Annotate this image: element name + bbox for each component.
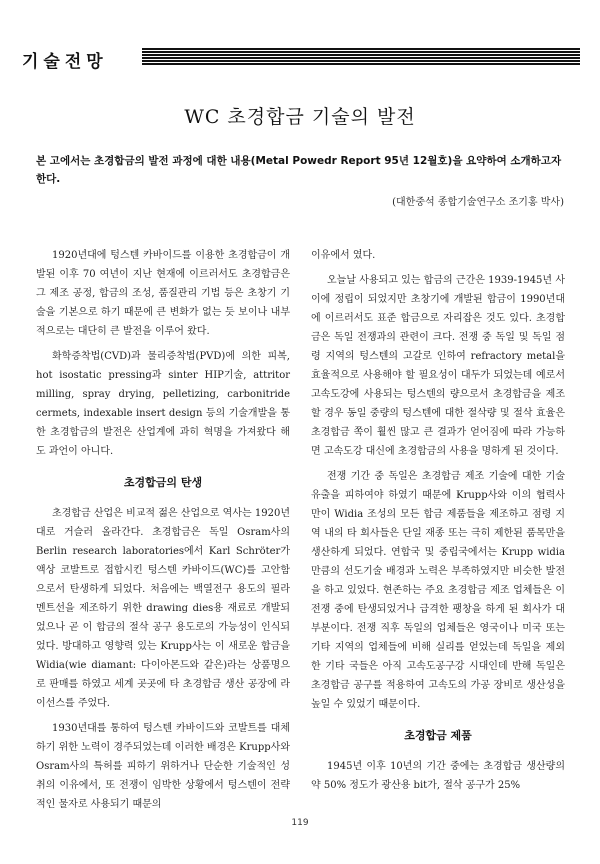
left-column	[36, 246, 290, 820]
section-header	[20, 44, 580, 72]
paragraph: 1920년대에 텅스텐 카바이드를 이용한 초경합금이 개발된 이후 70 여년이 지난 현재에 이르러서도 초경합금은 그 제조 공정, 합금의 조성, 품질관리 기법 등은 초창기 기술을 기본으로 하기 때문에 큰 변화가 없는 듯 보이나 내부적으로는 대단히 큰 발전을 이루어 왔다.	[36, 250, 290, 337]
paragraph: 초경합금 산업은 비교적 젊은 산업으로 역사는 1920년대로 거슬러 올라간다. 초경합금은 독일 Osram사의 Berlin research laboratories에서 Karl Schröter가 액상 코발트로 접합시킨 텅스텐 카바이드(WC)를 고안함으로서 탄생하게 되었다. 처음에는 백열전구 용도의 필라멘트선을 제조하기 위한 drawing dies용 재료로 개발되었으나 곧 이 합금의 절삭 공구 용도로의 가능성이 인식되었다. 방대하고 영향력 있는 Krupp사는 이 새로운 합금을 Widia(wie diamant: 다이아몬드와 같은)라는 상품명으로 판매를 하였고 세계 곳곳에 타 초경합금 생산 공장에 라이선스를 주었다.	[36, 508, 290, 709]
header-rule	[142, 48, 580, 66]
paragraph: 오늘날 사용되고 있는 합금의 근간은 1939-1945년 사이에 정립이 되었지만 초창기에 개발된 합금이 1990년대에 이르러서도 표준 합금으로 자리잡은 것도 있다. 초경합금은 독일 전쟁과의 관련이 크다. 전쟁 중 독일 및 독일 점령 지역의 텅스텐의 고갈로 인하여 refractory metal을 효율적으로 사용해야 할 필요성이 대두가 되었는데 예로서 고속도강에 사용되는 텅스텐의 량으로서 초경합금을 제조할 경우 동일 중량의 텅스텐에 대한 절삭량 및 절삭 효율은 초경합금 쪽이 훨씬 많고 큰 결과가 얻어짐에 따라 가능하면 고속도강 대신에 초경합금의 사용을 명하게 된 것이다.	[311, 275, 565, 457]
right-column	[311, 246, 565, 801]
article-summary: 본 고에서는 초경합금의 발전 과정에 대한 내용(Metal Powedr Report 95년 12월호)을 요약하여 소개하고자 한다.	[36, 155, 562, 185]
author-affiliation: (대한중석 종합기술연구소 조기홍 박사)	[392, 197, 564, 208]
section-heading-birth: 초경합금의 탄생	[123, 476, 203, 489]
paragraph: 화학증착법(CVD)과 물리증착법(PVD)에 의한 피복, hot isostatic pressing과 sinter HIP기술, attritor milling, spray drying, pelletizing, carbonitride cermets, indexable insert design 등의 기술개발을 통한 초경합금의 발전은 산업계에 과히 혁명을 가져왔다 해도 과언이 아니다.	[36, 351, 290, 457]
section-heading-products: 초경합금 제품	[404, 729, 472, 742]
section-label: 기술전망	[22, 52, 108, 72]
paragraph-continued: 이유에서 였다.	[311, 250, 376, 261]
paragraph: 1945년 이후 10년의 기간 중에는 초경합금 생산량의 약 50% 정도가 광산용 bit가, 절삭 공구가 25%	[311, 761, 565, 791]
article-title: WC 초경합금 기술의 발전	[184, 106, 416, 128]
page-number: 119	[291, 818, 309, 828]
paragraph: 전쟁 기간 중 독일은 초경합금 제조 기술에 대한 기술 유출을 피하여야 하였기 때문에 Krupp사와 이의 협력사 만이 Widia 조성의 모든 합금 제품들을 제조하고 점령 지역 내의 타 회사들은 단일 재종 또는 극히 제한된 품목만을 생산하게 되었다. 연합국 및 중립국에서는 Krupp widia 만큼의 선도기술 배경과 노력은 부족하였지만 비슷한 발전을 하고 있었다. 현존하는 주요 초경합금 제조 업체들은 이 전쟁 중에 탄생되었거나 급격한 팽창을 하게 된 회사가 대부분이다. 전쟁 직후 독일의 업체들은 영국이나 미국 또는 기타 지역의 업체들에 비해 실리를 얻었는데 독일을 제외한 기타 국들은 아직 고속도공구강 시대인데 반해 독일은 초경합금 공구를 적용하여 고속도의 가공 장비로 생산성을 높일 수 있었기 때문이다.	[311, 471, 565, 710]
paragraph: 1930년대를 통하여 텅스텐 카바이드와 코발트를 대체하기 위한 노력이 경주되었는데 이러한 배경은 Krupp사와 Osram사의 특허를 피하기 위하거나 단순한 기술적인 성취의 이유에서, 또 전쟁이 임박한 상황에서 텅스텐이 전략적인 물자로 사용되기 때문의	[36, 723, 290, 810]
